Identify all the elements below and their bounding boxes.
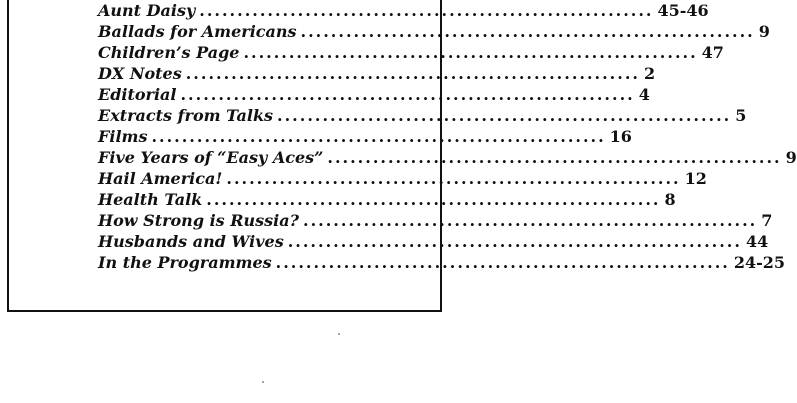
dot-leader: ............................................................ xyxy=(243,43,698,62)
index-entry-title: Aunt Daisy xyxy=(98,1,196,20)
index-entry-title: Hail America! xyxy=(98,169,223,188)
index-entry-page: 47 xyxy=(701,43,724,62)
dot-leader: ............................................................ xyxy=(226,169,681,188)
dot-leader: ............................................................ xyxy=(287,232,742,251)
dot-leader: ............................................................ xyxy=(206,190,661,209)
index-entry xyxy=(98,63,656,84)
dot-leader: ............................................................ xyxy=(277,106,732,125)
index-entry-title: Editorial xyxy=(98,85,177,104)
index-entry xyxy=(98,0,709,21)
index-entry xyxy=(98,210,773,231)
index-entry-title: In the Programmes xyxy=(98,253,272,272)
dot-leader: ............................................................ xyxy=(327,148,782,167)
dot-leader: ............................................................ xyxy=(275,253,730,272)
index-entry-page: 24-25 xyxy=(733,253,786,272)
contents-box xyxy=(7,0,797,312)
index-entry-page: 8 xyxy=(664,190,676,209)
index-entry-page: 45-46 xyxy=(657,1,709,20)
index-entry-page: 9 xyxy=(785,148,797,167)
paper-speck xyxy=(338,333,340,335)
index-entry xyxy=(98,168,707,189)
dot-leader: ............................................................ xyxy=(185,64,640,83)
index-entry-title: How Strong is Russia? xyxy=(98,211,299,230)
index-entry-page: 7 xyxy=(761,211,773,230)
dot-leader: ............................................................ xyxy=(199,1,654,20)
index-entry-page: 12 xyxy=(684,169,707,188)
dot-leader: ............................................................ xyxy=(300,22,755,41)
index-entry-page: 5 xyxy=(735,106,747,125)
contents-index xyxy=(98,0,797,273)
index-entry-title: Health Talk xyxy=(98,190,203,209)
index-entry xyxy=(98,21,770,42)
index-entry-title: Five Years of “Easy Aces” xyxy=(98,148,324,167)
index-entry xyxy=(98,105,747,126)
dot-leader: ............................................................ xyxy=(303,211,758,230)
index-entry xyxy=(98,189,676,210)
index-entry xyxy=(98,84,650,105)
index-entry-page: 44 xyxy=(745,232,769,251)
index-entry xyxy=(98,147,797,168)
paper-speck xyxy=(262,381,264,383)
index-entry xyxy=(98,231,769,252)
index-entry-page: 2 xyxy=(643,64,656,83)
index-entry xyxy=(98,252,786,273)
index-entry-page: 16 xyxy=(609,127,632,146)
index-entry xyxy=(98,126,632,147)
index-entry-title: Ballads for Americans xyxy=(98,22,297,41)
index-entry-title: DX Notes xyxy=(98,64,182,83)
index-entry-page: 4 xyxy=(638,85,650,104)
index-entry-title: Husbands and Wives xyxy=(98,232,284,251)
index-entry-title: Extracts from Talks xyxy=(98,106,274,125)
index-entry-page: 9 xyxy=(758,22,770,41)
dot-leader: ............................................................ xyxy=(151,127,606,146)
index-entry-title: Films xyxy=(98,127,148,146)
index-entry-title: Children’s Page xyxy=(98,43,240,62)
index-entry xyxy=(98,42,724,63)
dot-leader: ............................................................ xyxy=(180,85,635,104)
